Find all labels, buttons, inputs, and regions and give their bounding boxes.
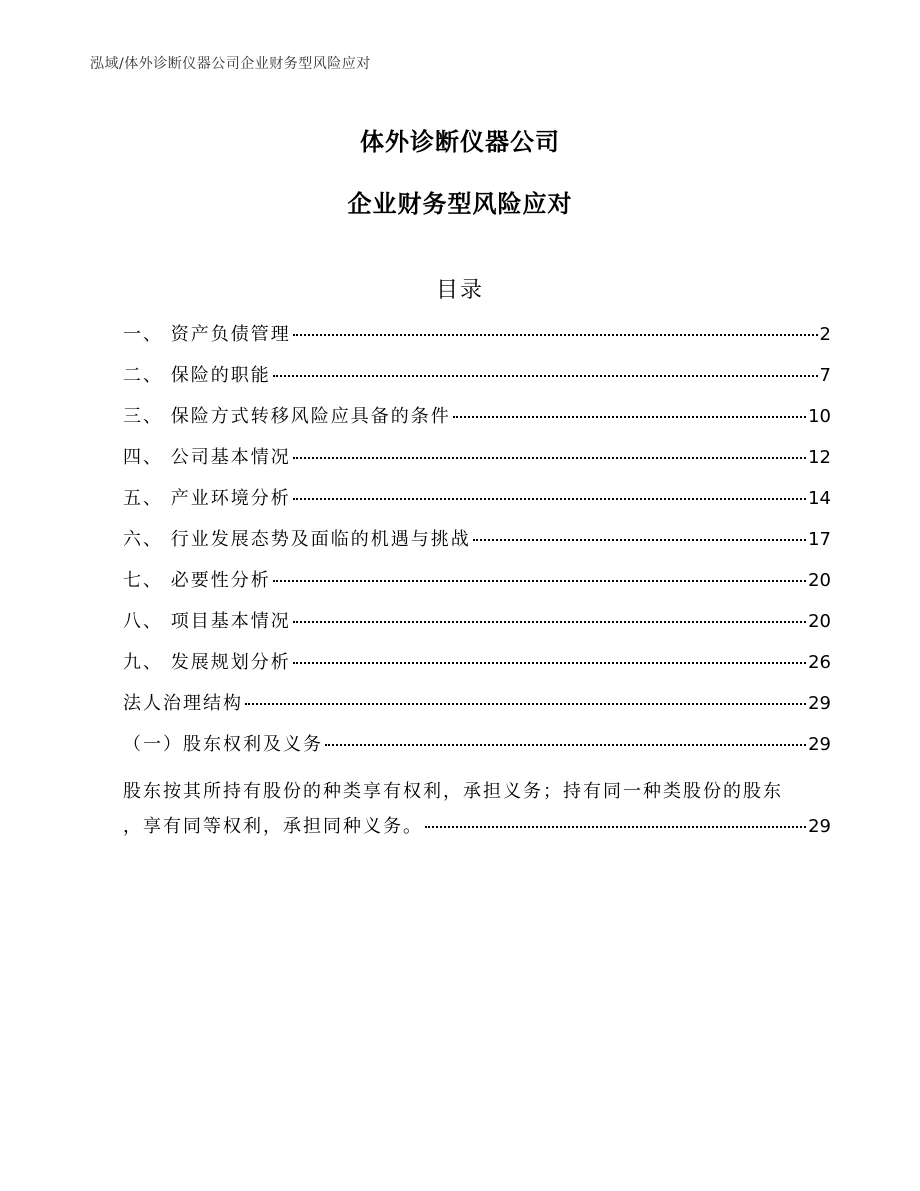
toc-entry-text: 七、 必要性分析 [123,570,271,591]
toc-leader-dots [453,416,806,418]
toc-entry-text: 六、 行业发展态势及面临的机遇与挑战 [123,529,471,550]
toc-entry-page: 29 [808,734,831,755]
toc-entry[interactable] [123,689,831,730]
toc-entry-text: 三、 保险方式转移风险应具备的条件 [123,406,451,427]
toc-leader-dots [293,498,806,500]
toc-leader-dots [273,580,806,582]
toc-leader-dots [425,826,806,828]
toc-entry-page: 29 [808,816,831,837]
document-title-line1: 体外诊断仪器公司 [360,128,560,156]
toc-leader-dots [293,621,806,623]
toc-heading: 目录 [435,278,484,303]
toc-entry-text: （一）股东权利及义务 [123,734,323,755]
toc-entry-page: 29 [808,693,831,714]
toc-leader-dots [325,744,806,746]
toc-leader-dots [293,662,806,664]
toc-entry-page: 7 [819,365,831,386]
toc-leader-dots [245,703,806,705]
toc-leader-dots [293,334,818,336]
toc-entry-text: ，享有同等权利，承担同种义务。 [123,816,423,837]
toc-entry-page: 20 [808,570,831,591]
toc-entry-page: 20 [808,611,831,632]
toc-entry-page: 10 [808,406,831,427]
toc-entry[interactable] [123,361,831,402]
toc-entry-text: 九、 发展规划分析 [123,652,291,673]
toc-entry-text: 八、 项目基本情况 [123,611,291,632]
toc-entry-page: 12 [808,447,831,468]
toc-entry[interactable] [123,525,831,566]
document-title-line2: 企业财务型风险应对 [347,190,573,218]
toc-entry-page: 26 [808,652,831,673]
toc-entry-text: 二、 保险的职能 [123,365,271,386]
table-of-contents [123,320,831,853]
toc-entry[interactable] [123,443,831,484]
toc-entry-page: 17 [808,529,831,550]
toc-long-entry-line1[interactable]: 股东按其所持有股份的种类享有权利，承担义务；持有同一种类股份的股东 [123,781,783,802]
toc-entry-text: 五、 产业环境分析 [123,488,291,509]
toc-entry-text: 法人治理结构 [123,693,243,714]
toc-entry[interactable] [123,484,831,525]
toc-entry[interactable] [123,402,831,443]
toc-entry-page: 14 [808,488,831,509]
toc-leader-dots [473,539,806,541]
toc-entry-text: 一、 资产负债管理 [123,324,291,345]
toc-entry[interactable] [123,607,831,648]
running-header: 泓域/体外诊断仪器公司企业财务型风险应对 [90,56,371,72]
toc-leader-dots [273,375,818,377]
toc-entry[interactable] [123,566,831,607]
toc-entry-page: 2 [819,324,831,345]
toc-long-entry-line2[interactable] [123,812,831,853]
toc-entry[interactable] [123,320,831,361]
toc-entry-text: 四、 公司基本情况 [123,447,291,468]
toc-entry[interactable] [123,648,831,689]
toc-entry[interactable] [123,730,831,771]
toc-leader-dots [293,457,806,459]
